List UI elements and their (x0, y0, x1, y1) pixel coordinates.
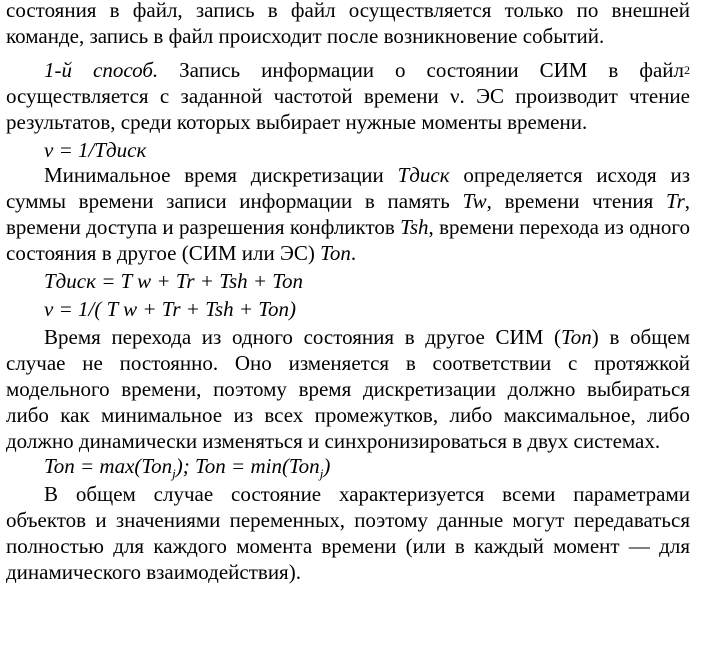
formula-frequency: ν = 1/Тдиск (44, 137, 147, 162)
discretization-text-1: Минимальное время дискретизации (44, 163, 398, 188)
discretization-text-5: , времени перехода из одного состояния в другое (СИМ или ЭС) (6, 215, 690, 266)
discretization-text-4: , времени доступа и разрешения конфликтов (6, 189, 690, 240)
method-1-text-b: осуществляется с заданной частотой времени ν. ЭС производит чтение результатов, среди которых выбирает нужные моменты времени. (6, 83, 690, 134)
subscript-j-2: j (319, 466, 324, 482)
var-ton: Ton (320, 241, 351, 266)
formula-ton-max: Ton = max(Ton (44, 454, 173, 479)
discretization-text-3: , времени чтения (486, 189, 667, 214)
paragraph-discretization (6, 163, 690, 267)
document-page (6, 0, 690, 586)
method-1-label: 1-й способ. (44, 57, 159, 82)
formula-ton-min: ); Ton = min(Ton (175, 454, 320, 479)
transition-text-2: ) в общем случае не постоянно. Оно изменяется в соответствии с протяжкой модельного времени, поэтому время дискретизации должно выбираться либо как минимальное из всех промежутков, либо максимальное, либо должно динамически изменяться и синхронизироваться в двух системах. (6, 324, 690, 453)
footnote-mark: 2 (684, 62, 690, 77)
var-tw: Tw (462, 189, 487, 214)
paragraph-state-general: В общем случае состояние характеризуется всеми параметрами объектов и значениями переменных, поэтому данные могут передаваться полностью для каждого момента времени (или в каждый момент — для динамического взаимодействия). (6, 482, 690, 585)
discretization-text-6: . (350, 241, 357, 266)
var-tr: Tr (666, 189, 685, 214)
subscript-j-1: j (172, 466, 176, 482)
paragraph-method-1 (6, 58, 690, 136)
formula-frequency-sum: ν = 1/( T w + Tr + Tsh + Ton) (44, 296, 296, 321)
var-ton-inline: Ton (561, 324, 592, 349)
transition-text-1: Время перехода из одного состояния в другое СИМ ( (44, 324, 562, 349)
formula-close-paren: ) (323, 454, 331, 479)
var-tdisk: Тдиск (397, 163, 450, 188)
formula-tdisk-sum: Тдиск = T w + Tr + Tsh + Ton (44, 269, 304, 294)
paragraph-transition-time (6, 325, 690, 455)
discretization-text-2: определяется исходя из суммы времени записи информации в память (6, 163, 691, 214)
paragraph-continuation: состояния в файл, запись в файл осуществляется только по внешней команде, запись в файл происходит после возникновение событий. (6, 0, 690, 48)
var-tsh: Tsh (400, 215, 429, 240)
method-1-text-a: Запись информации о состоянии СИМ в файл (158, 57, 684, 82)
formula-ton-minmax (6, 454, 690, 480)
